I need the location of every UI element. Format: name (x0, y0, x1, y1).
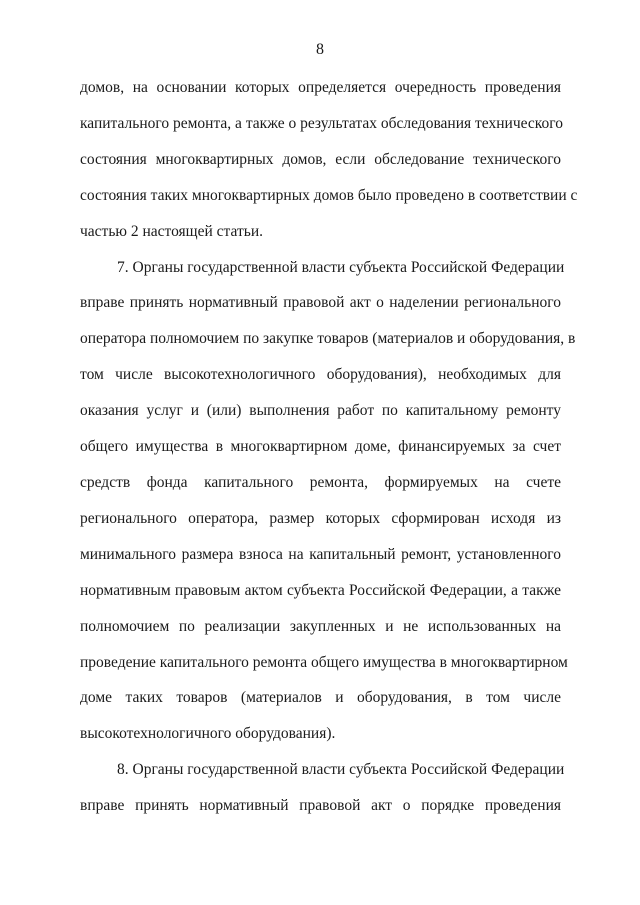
paragraph-8-first-line: 8. Органы государственной власти субъекта Российской Федерации (117, 761, 565, 778)
text-line: вправе принять нормативный правовой акт о порядке проведения (80, 797, 561, 814)
paragraph-7-first-line: 7. Органы государственной власти субъекта Российской Федерации (117, 259, 565, 276)
text-line: капитального ремонта, а также о результатах обследования технического (80, 115, 563, 132)
text-line: домов, на основании которых определяется очередность проведения (80, 79, 561, 96)
text-line: общего имущества в многоквартирном доме, финансируемых за счет (80, 438, 561, 455)
text-line: вправе принять нормативный правовой акт о наделении регионального (80, 294, 561, 311)
text-line: оказания услуг и (или) выполнения работ по капитальному ремонту (80, 402, 561, 419)
text-line: том числе высокотехнологичного оборудования), необходимых для (80, 366, 561, 383)
text-line: состояния таких многоквартирных домов было проведено в соответствии с (80, 187, 578, 204)
text-line: минимального размера взноса на капитальный ремонт, установленного (80, 546, 561, 563)
page-number: 8 (316, 41, 324, 58)
text-line: полномочием по реализации закупленных и не использованных на (80, 618, 561, 635)
text-line: высокотехнологичного оборудования). (80, 725, 336, 742)
text-line: доме таких товаров (материалов и оборудования, в том числе (80, 689, 561, 706)
text-line: нормативным правовым актом субъекта Российской Федерации, а также (80, 582, 561, 599)
text-line: оператора полномочием по закупке товаров (материалов и оборудования, в (80, 330, 576, 347)
text-line: регионального оператора, размер которых сформирован исходя из (80, 510, 561, 527)
text-line: средств фонда капитального ремонта, формируемых на счете (80, 474, 561, 491)
text-line: состояния многоквартирных домов, если обследование технического (80, 151, 561, 168)
text-line: проведение капитального ремонта общего имущества в многоквартирном (80, 654, 568, 671)
text-line: частью 2 настоящей статьи. (80, 223, 264, 240)
